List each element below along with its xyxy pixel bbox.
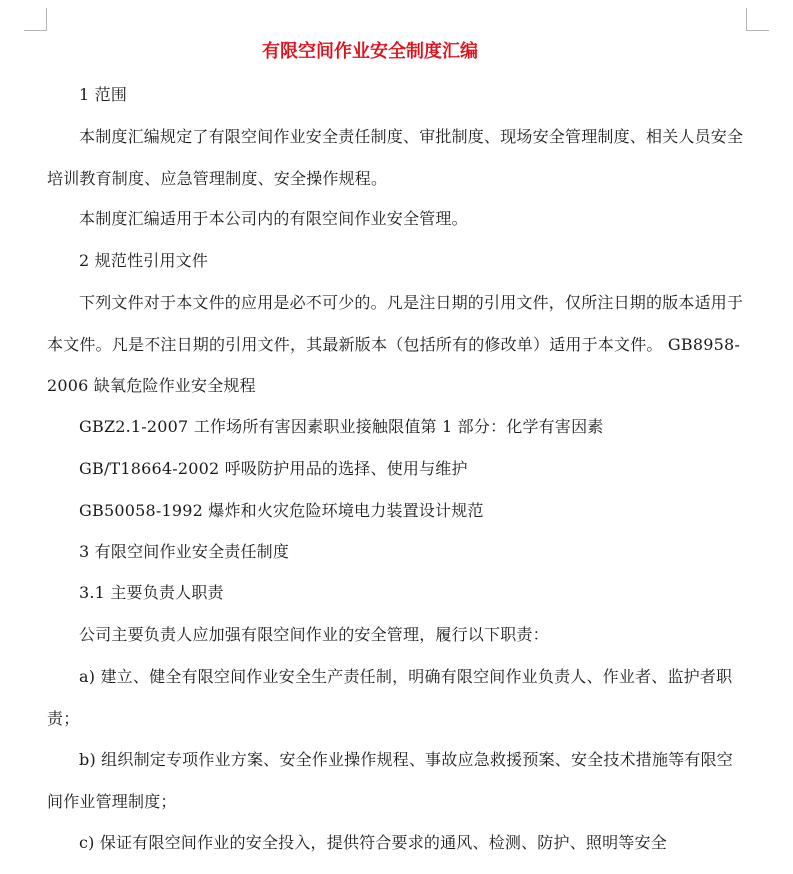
list-item-c: c) 保证有限空间作业的安全投入，提供符合要求的通风、检测、防护、照明等安全 bbox=[79, 833, 667, 852]
reference-gbt18664: GB/T18664-2002 呼吸防护用品的选择、使用与维护 bbox=[79, 459, 468, 478]
paragraph-references-intro: 下列文件对于本文件的应用是必不可少的。凡是注日期的引用文件，仅所注日期的版本适用于本文件。凡是不注日期的引用文件，其最新版本（包括所有的修改单）适用于本文件。 GB8958-2006 缺氧危险作业安全规程 bbox=[47, 293, 744, 395]
subsection-heading-principal-duties: 3.1 主要负责人职责 bbox=[79, 583, 224, 602]
list-item-a: a) 建立、健全有限空间作业安全生产责任制，明确有限空间作业负责人、作业者、监护者职责； bbox=[47, 667, 733, 728]
list-item-b: b) 组织制定专项作业方案、安全作业操作规程、事故应急救援预案、安全技术措施等有限空间作业管理制度； bbox=[47, 750, 733, 811]
reference-gbz2-1: GBZ2.1-2007 工作场所有害因素职业接触限值第 1 部分：化学有害因素 bbox=[79, 417, 604, 436]
section-heading-responsibility-system: 3 有限空间作业安全责任制度 bbox=[79, 542, 290, 561]
paragraph-principal-intro: 公司主要负责人应加强有限空间作业的安全管理，履行以下职责： bbox=[79, 625, 549, 644]
crop-mark-top-left bbox=[24, 8, 47, 31]
crop-mark-top-right bbox=[746, 8, 769, 31]
paragraph-scope-applicability: 本制度汇编适用于本公司内的有限空间作业安全管理。 bbox=[79, 209, 468, 228]
document-title: 有限空间作业安全制度汇编 bbox=[262, 41, 478, 62]
reference-gb50058: GB50058-1992 爆炸和火灾危险环境电力装置设计规范 bbox=[79, 501, 484, 520]
section-heading-scope: 1 范围 bbox=[79, 85, 128, 104]
paragraph-scope-content: 本制度汇编规定了有限空间作业安全责任制度、审批制度、现场安全管理制度、相关人员安全培训教育制度、应急管理制度、安全操作规程。 bbox=[47, 127, 744, 188]
section-heading-normative-references: 2 规范性引用文件 bbox=[79, 251, 209, 270]
